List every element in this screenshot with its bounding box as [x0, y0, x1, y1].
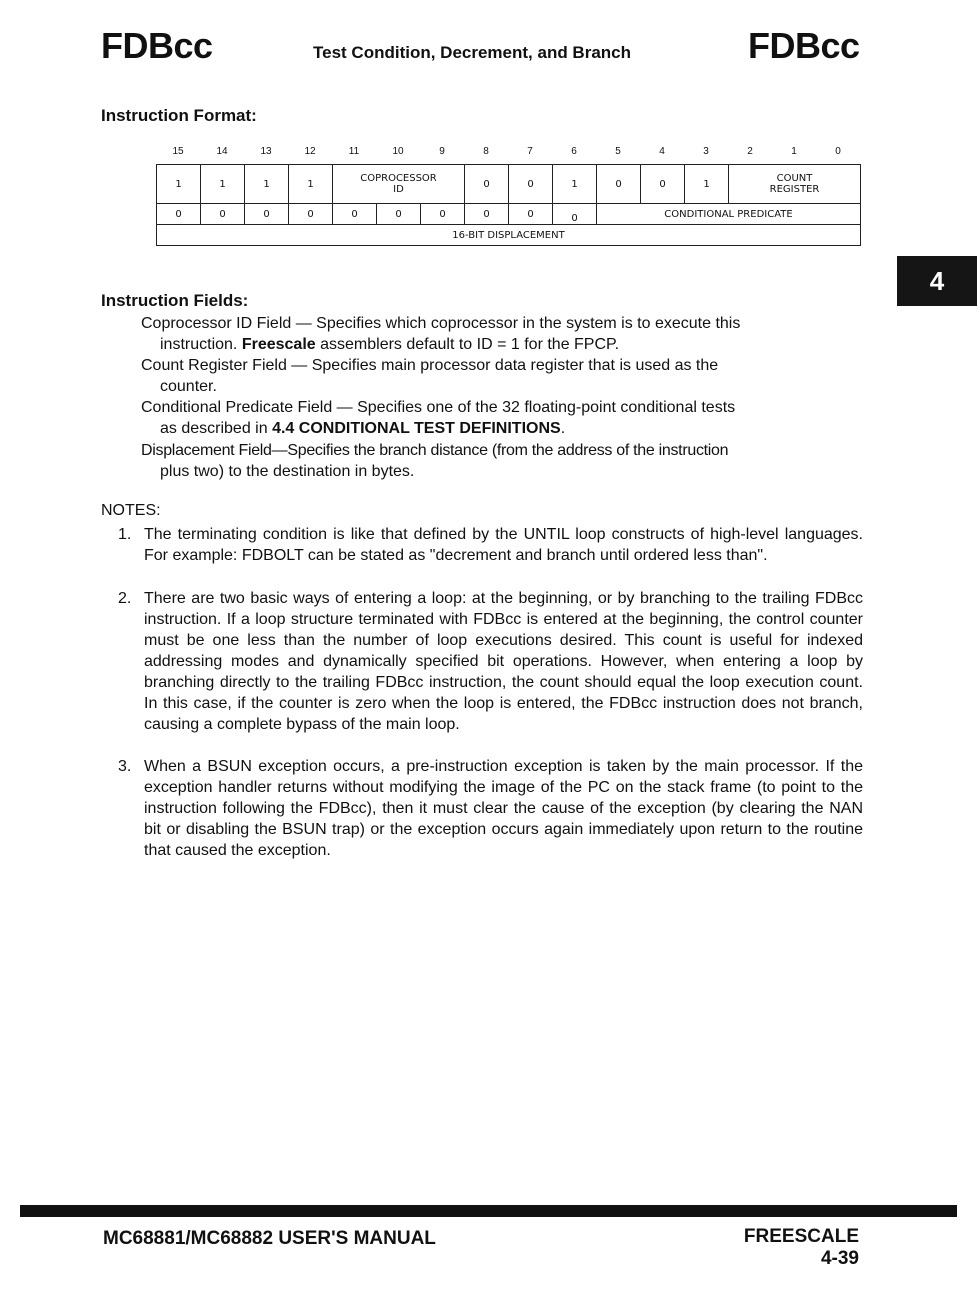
- text: assemblers default to ID = 1 for the FPCP.: [320, 336, 620, 353]
- bit-cell: 0: [553, 204, 597, 225]
- bit-number: 1: [791, 146, 797, 157]
- field-coprocessor-id: [141, 313, 863, 355]
- note-text: There are two basic ways of entering a loop: at the beginning, or by branching to the trailing FDBcc instruction. If a loop structure terminated with FDBcc is entered at the beginning, the control counter must be one less than the number of loop executions desired. This count is useful for indexed addressing modes and dynamically specified bit operations. However, when entering a loop by branching directly to the trailing FDBcc instruction, the count should equal the loop execution count. In this case, if the counter is zero when the loop is entered, the FDBcc instruction does not branch, causing a complete bypass of the main loop.: [144, 590, 863, 733]
- footer-brand: FREESCALE: [743, 1226, 859, 1247]
- note-number: 2.: [118, 590, 132, 607]
- field-description: Count Register Field — Specifies main processor data register that is used as the: [141, 357, 719, 374]
- format-row-displacement: [157, 225, 861, 246]
- field-conditional-predicate: [141, 397, 863, 439]
- text: as described in: [160, 420, 268, 437]
- bit-number: 4: [659, 146, 665, 157]
- bit-number-row: [156, 146, 861, 160]
- count-register-label-line2: REGISTER: [769, 184, 820, 195]
- field-description-cont: [141, 418, 863, 439]
- bit-cell: 0: [465, 165, 509, 204]
- field-count-register: [141, 355, 863, 397]
- note-item: [118, 524, 863, 566]
- coprocessor-id-cell: [333, 165, 465, 204]
- bit-cell: 1: [553, 165, 597, 204]
- bit-number: 3: [703, 146, 709, 157]
- bit-cell: 0: [245, 204, 289, 225]
- bit-number: 14: [216, 146, 228, 157]
- field-description-cont: plus two) to the destination in bytes.: [160, 463, 415, 480]
- field-description-cont: counter.: [160, 378, 217, 395]
- text: instruction.: [160, 336, 238, 353]
- bit-number: 12: [304, 146, 316, 157]
- footer-manual-title: MC68881/MC68882 USER'S MANUAL: [103, 1228, 436, 1249]
- instruction-format-heading: Instruction Format:: [101, 106, 257, 125]
- count-register-cell: [729, 165, 861, 204]
- mnemonic-left: FDBcc: [101, 25, 213, 66]
- brand-name: Freescale: [241, 336, 316, 353]
- bit-number: 0: [835, 146, 841, 157]
- footer-right: [738, 1226, 859, 1270]
- field-description: Displacement Field—Specifies the branch distance (from the address of the instruction: [141, 442, 729, 459]
- chapter-tab: 4: [897, 256, 977, 306]
- bit-number: 9: [439, 146, 445, 157]
- bit-cell: 1: [157, 165, 201, 204]
- displacement-cell: 16-BIT DISPLACEMENT: [157, 225, 861, 246]
- bit-cell: 0: [289, 204, 333, 225]
- bit-number: 5: [615, 146, 621, 157]
- bit-cell: 1: [201, 165, 245, 204]
- bit-cell: 0: [465, 204, 509, 225]
- note-item: [118, 588, 863, 735]
- field-description-cont: [141, 334, 863, 355]
- bit-cell: 0: [641, 165, 685, 204]
- bit-cell: 1: [289, 165, 333, 204]
- field-description: Coprocessor ID Field — Specifies which coprocessor in the system is to execute this: [141, 315, 741, 332]
- conditional-predicate-cell: CONDITIONAL PREDICATE: [597, 204, 861, 225]
- page-number: 4-39: [820, 1248, 859, 1269]
- instruction-format-table: [156, 164, 861, 246]
- note-number: 3.: [118, 758, 132, 775]
- bit-cell: 0: [597, 165, 641, 204]
- bit-number: 11: [348, 146, 360, 157]
- field-displacement: [141, 440, 863, 482]
- bit-cell: 0: [201, 204, 245, 225]
- notes-heading: NOTES:: [101, 502, 161, 519]
- bit-cell: 1: [685, 165, 729, 204]
- bit-cell: 0: [509, 165, 553, 204]
- note-number: 1.: [118, 526, 132, 543]
- field-description: Conditional Predicate Field — Specifies one of the 32 floating-point conditional tests: [141, 399, 736, 416]
- bit-cell: 0: [509, 204, 553, 225]
- note-item: [118, 756, 863, 861]
- coprocessor-id-label-line1: COPROCESSOR: [360, 173, 437, 184]
- bit-number: 13: [260, 146, 272, 157]
- format-row-condition: [157, 204, 861, 225]
- format-row-opword: [157, 165, 861, 204]
- bit-number: 2: [747, 146, 753, 157]
- text: .: [560, 420, 566, 437]
- page-title: Test Condition, Decrement, and Branch: [313, 43, 632, 62]
- bit-number: 8: [483, 146, 489, 157]
- bit-number: 15: [172, 146, 184, 157]
- note-text: When a BSUN exception occurs, a pre-instruction exception is taken by the main processor. If the exception handler returns without modifying the image of the PC on the stack frame (to point to the instruction following the FDBcc), then it must clear the cause of the exception (by clearing the NAN bit or disabling the BSUN trap) or the exception occurs again immediately upon return to the routine that caused the exception.: [144, 758, 863, 859]
- coprocessor-id-label-line2: ID: [393, 184, 404, 195]
- bit-cell: 0: [333, 204, 377, 225]
- bit-number: 7: [527, 146, 533, 157]
- bit-number: 10: [392, 146, 404, 157]
- bit-number: 6: [571, 146, 577, 157]
- bit-cell: 0: [157, 204, 201, 225]
- instruction-fields-heading: Instruction Fields:: [101, 291, 249, 310]
- count-register-label-line1: COUNT: [776, 173, 813, 184]
- note-text: The terminating condition is like that defined by the UNTIL loop constructs of high-level languages. For example: FDBOLT can be stated as "decrement and branch until ordered less than".: [144, 526, 863, 564]
- bit-cell: 0: [377, 204, 421, 225]
- bit-cell: 0: [421, 204, 465, 225]
- footer-rule: [20, 1205, 957, 1217]
- section-reference: 4.4 CONDITIONAL TEST DEFINITIONS: [272, 420, 561, 437]
- mnemonic-right: FDBcc: [748, 25, 860, 66]
- bit-cell: 1: [245, 165, 289, 204]
